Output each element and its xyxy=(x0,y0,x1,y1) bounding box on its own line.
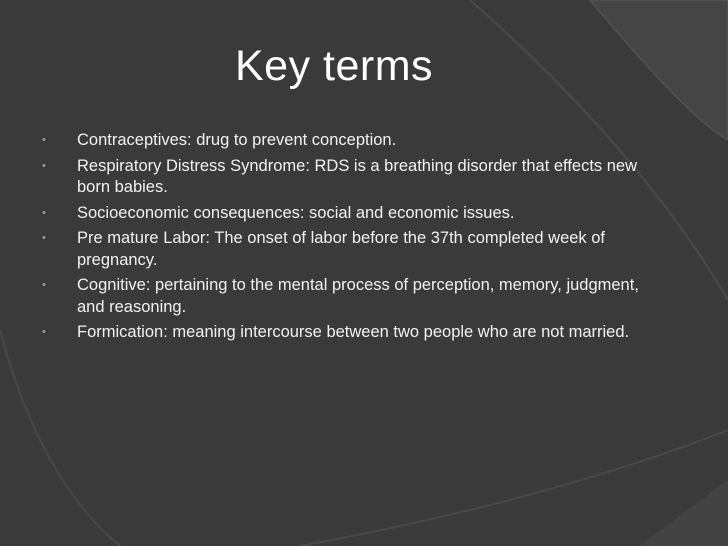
bullet-item xyxy=(40,228,640,271)
bullet-text: Respiratory Distress Syndrome: RDS is a breathing disorder that effects new born babies. xyxy=(77,156,638,196)
bullet-icon: • xyxy=(42,159,46,172)
slide-title: Key terms xyxy=(234,42,434,90)
bullet-text: Formication: meaning intercourse between two people who are not married. xyxy=(77,323,630,341)
bullet-icon: • xyxy=(42,279,46,291)
bullet-item xyxy=(40,275,640,318)
bullet-text: Socioeconomic consequences: social and economic issues. xyxy=(77,203,515,222)
bullet-icon: • xyxy=(42,232,46,244)
bullet-list xyxy=(40,130,640,348)
bullet-text: Cognitive: pertaining to the mental process of perception, memory, judgment, and reasoning. xyxy=(77,276,639,316)
bullet-text: Contraceptives: drug to prevent conception. xyxy=(77,131,397,149)
bullet-item xyxy=(40,156,640,199)
bullet-icon: • xyxy=(42,326,46,338)
bullet-item xyxy=(40,322,640,344)
bullet-icon: • xyxy=(42,206,46,219)
bullet-icon: • xyxy=(42,134,46,146)
bullet-item xyxy=(40,130,640,152)
bullet-text: Pre mature Labor: The onset of labor before the 37th completed week of pregnancy. xyxy=(77,229,606,269)
bullet-item xyxy=(40,203,640,225)
